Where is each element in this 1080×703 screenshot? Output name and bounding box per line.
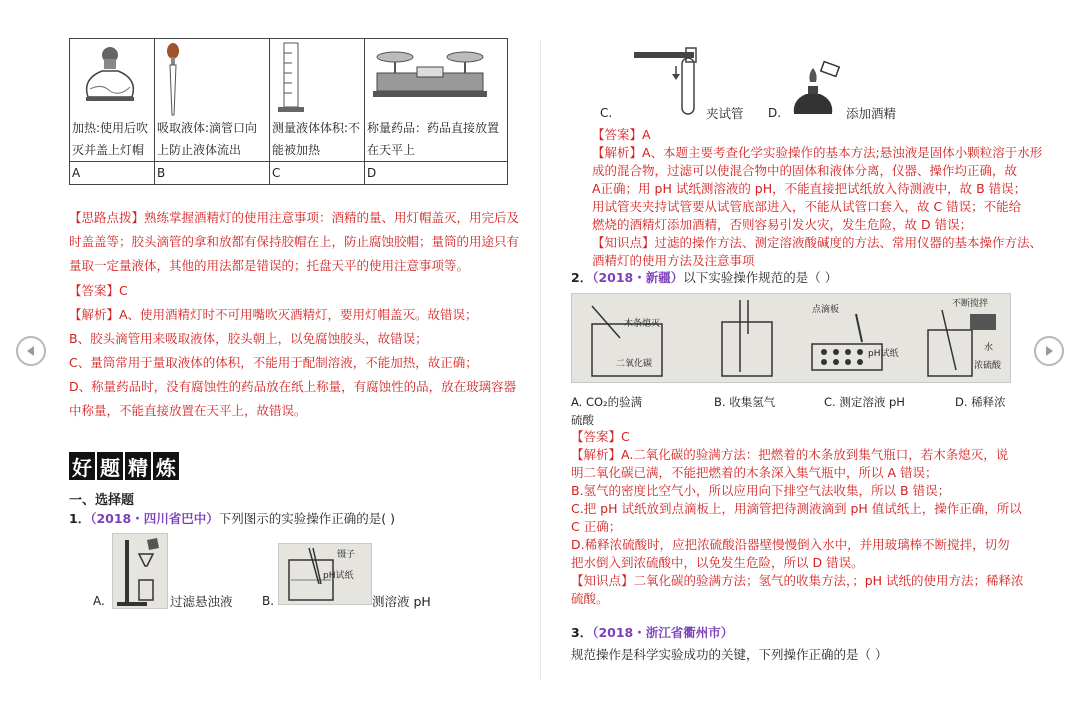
photo-label: 水 xyxy=(984,343,994,353)
question-source: （2018・浙江省衢州市） xyxy=(592,625,734,640)
analysis-line: 把水倒入到浓硫酸中，以免发生危险，所以 D 错误。 xyxy=(571,555,864,570)
analysis-line: 【知识点】过滤的操作方法、测定溶液酸碱度的方法、常用仪器的基本操作方法、 xyxy=(592,235,1043,250)
q2-answer: 【答案】C xyxy=(571,429,630,444)
option-letter: D xyxy=(365,162,508,185)
photo-label: pH试纸 xyxy=(868,349,899,359)
chevron-left-icon xyxy=(24,344,38,358)
option-letter: A. xyxy=(93,594,105,608)
option-letter: D. xyxy=(768,106,782,120)
analysis-line: D、称量药品时，没有腐蚀性的药品放在纸上称量，有腐蚀性的品，放在玻璃容器 xyxy=(69,379,517,394)
photo-label: 不断搅拌 xyxy=(952,299,989,309)
photo-label: 木条熄灭 xyxy=(624,319,661,329)
option-letter: B xyxy=(155,162,270,185)
question-2 xyxy=(571,268,837,286)
analysis-line: 燃烧的酒精灯添加酒精，否则容易引发火灾，发生危险，故 D 错误； xyxy=(592,217,973,232)
analysis-line: B、胶头滴管用来吸取液体，胶头朝上，以免腐蚀胶头，故错误； xyxy=(69,331,428,346)
page-divider xyxy=(540,40,541,680)
question-1 xyxy=(69,509,395,527)
option-letter: C. xyxy=(600,106,613,120)
option-label: 过滤悬浊液 xyxy=(170,594,233,609)
analysis-line: 【解析】A、本题主要考查化学实验操作的基本方法;悬浊液是固体小颗粒溶于水形 xyxy=(592,145,1043,160)
analysis-line: C.把 pH 试纸放到点滴板上，用滴管把待测液滴到 pH 值试纸上，操作正确，所以 xyxy=(571,501,1022,516)
analysis-line: 【知识点】二氧化碳的验满方法；氢气的收集方法，；pH 试纸的使用方法；稀释浓 xyxy=(571,573,1024,588)
question-stem: 规范操作是科学实验成功的关键，下列操作正确的是（ ） xyxy=(571,647,888,662)
option-letter: C xyxy=(270,162,365,185)
alcohol-lamp-icon xyxy=(72,39,150,117)
table-cell-b xyxy=(155,39,270,162)
table-cell-text: 加热:使用后吹灭并盖上灯帽 xyxy=(72,121,149,157)
analysis-line: D.稀释浓硫酸时，应把浓硫酸沿器壁慢慢倒入水中，并用玻璃棒不断搅拌，切勿 xyxy=(571,537,1010,552)
question-number: 2． xyxy=(571,270,593,285)
balance-scale-icon xyxy=(367,39,497,117)
analysis-line: 用试管夹夹持试管要从试管底部进入，不能从试管口套入，故 C 错误；不能给 xyxy=(592,199,1022,214)
tips-line: 量取一定量液体，其他的用法都是错误的；托盘天平的使用注意事项等。 xyxy=(69,258,470,273)
table-cell-c xyxy=(270,39,365,162)
table-cell-text: 测量液体体积:不能被加热 xyxy=(272,121,361,157)
q2-option-d-cont: 硫酸 xyxy=(571,413,594,427)
dropper-icon xyxy=(157,39,197,117)
chevron-right-icon xyxy=(1042,344,1056,358)
q1-analysis-block xyxy=(592,144,1042,270)
question-3 xyxy=(571,623,733,641)
banner-char: 精 xyxy=(125,452,151,480)
analysis-line: 硫酸。 xyxy=(571,591,609,606)
q1-answer: 【答案】A xyxy=(592,127,651,142)
question-number: 1． xyxy=(69,511,91,526)
table-cell-d xyxy=(365,39,508,162)
answer-text: 【答案】C xyxy=(69,283,128,298)
ph-test-photo xyxy=(278,543,372,605)
table-cell-text: 吸取液体:滴管口向上防止液体流出 xyxy=(157,121,258,157)
question-number: 3． xyxy=(571,625,593,640)
banner-char: 炼 xyxy=(153,452,179,480)
q2-option-d: D. 稀释浓 xyxy=(955,395,1006,409)
section-heading: 一、选择题 xyxy=(69,493,135,508)
q2-option-a: A. CO₂的验满 xyxy=(571,395,643,409)
q2-option-b: B. 收集氢气 xyxy=(714,395,776,409)
add-alcohol-image xyxy=(786,60,846,120)
option-label: 添加酒精 xyxy=(846,106,897,121)
section-banner xyxy=(69,452,179,480)
option-letter: A xyxy=(70,162,155,185)
question-stem: 下列图示的实验操作正确的是( ) xyxy=(218,511,395,526)
question-stem: 以下实验操作规范的是（ ） xyxy=(683,270,838,285)
photo-label: 二氧化碳 xyxy=(616,359,653,369)
question-source: （2018・新疆） xyxy=(592,270,684,285)
tips-block xyxy=(69,206,519,278)
next-page-button[interactable] xyxy=(1034,336,1064,366)
measuring-cylinder-icon xyxy=(272,39,332,117)
photo-label: pH试纸 xyxy=(323,571,354,581)
operations-table xyxy=(69,38,508,185)
q2-options-photo xyxy=(571,293,1011,383)
photo-label: 点滴板 xyxy=(812,305,840,315)
question-source: （2018・四川省巴中） xyxy=(90,511,219,526)
banner-char: 好 xyxy=(69,452,95,480)
tips-line: 【思路点拨】熟练掌握酒精灯的使用注意事项：酒精的量、用灯帽盖灭，用完后及 xyxy=(69,210,520,225)
tips-line: 时盖盖等；胶头滴管的拿和放都有保持胶帽在上，防止腐蚀胶帽；量筒的用途只有 xyxy=(69,234,520,249)
analysis-line: 明二氧化碳已满，不能把燃着的木条深入集气瓶中，所以 A 错误； xyxy=(571,465,938,480)
option-letter: B. xyxy=(262,594,275,608)
photo-label: 镊子 xyxy=(337,550,356,560)
table-cell-text: 称量药品：药品直接放置在天平上 xyxy=(367,121,500,157)
analysis-line: 酒精灯的使用方法及注意事项 xyxy=(592,253,755,268)
photo-label: 浓硫酸 xyxy=(974,361,1002,371)
analysis-line: A正确；用 pH 试纸测溶液的 pH，不能直接把试纸放入待测液中，故 B 错误； xyxy=(592,181,1027,196)
option-label: 测溶液 pH xyxy=(372,594,431,609)
analysis-line: B.氢气的密度比空气小，所以应用向下排空气法收集，所以 B 错误； xyxy=(571,483,951,498)
banner-char: 题 xyxy=(97,452,123,480)
prev-page-button[interactable] xyxy=(16,336,46,366)
analysis-line: 【解析】A、使用酒精灯时不可用嘴吹灭酒精灯，要用灯帽盖灭。故错误； xyxy=(69,307,478,322)
analysis-line: 成的混合物，过滤可以使混合物中的固体和液体分离，仪器、操作均正确，故 xyxy=(592,163,1018,178)
analysis-line: 【解析】A.二氧化碳的验满方法：把燃着的木条放到集气瓶口，若木条熄灭，说 xyxy=(571,447,1009,462)
q2-analysis-block xyxy=(571,446,1024,608)
test-tube-clamp-image xyxy=(630,44,710,118)
analysis-line: 中称量，不能直接放置在天平上，故错误。 xyxy=(69,403,307,418)
option-label: 夹试管 xyxy=(706,106,744,121)
filtration-photo xyxy=(112,533,168,609)
analysis-line: C 正确； xyxy=(571,519,622,534)
analysis-block xyxy=(69,303,516,423)
q2-option-c: C. 测定溶液 pH xyxy=(824,395,905,409)
analysis-line: C、量筒常用于量取液体的体积，不能用于配制溶液，不能加热，故正确； xyxy=(69,355,478,370)
table-cell-a xyxy=(70,39,155,162)
